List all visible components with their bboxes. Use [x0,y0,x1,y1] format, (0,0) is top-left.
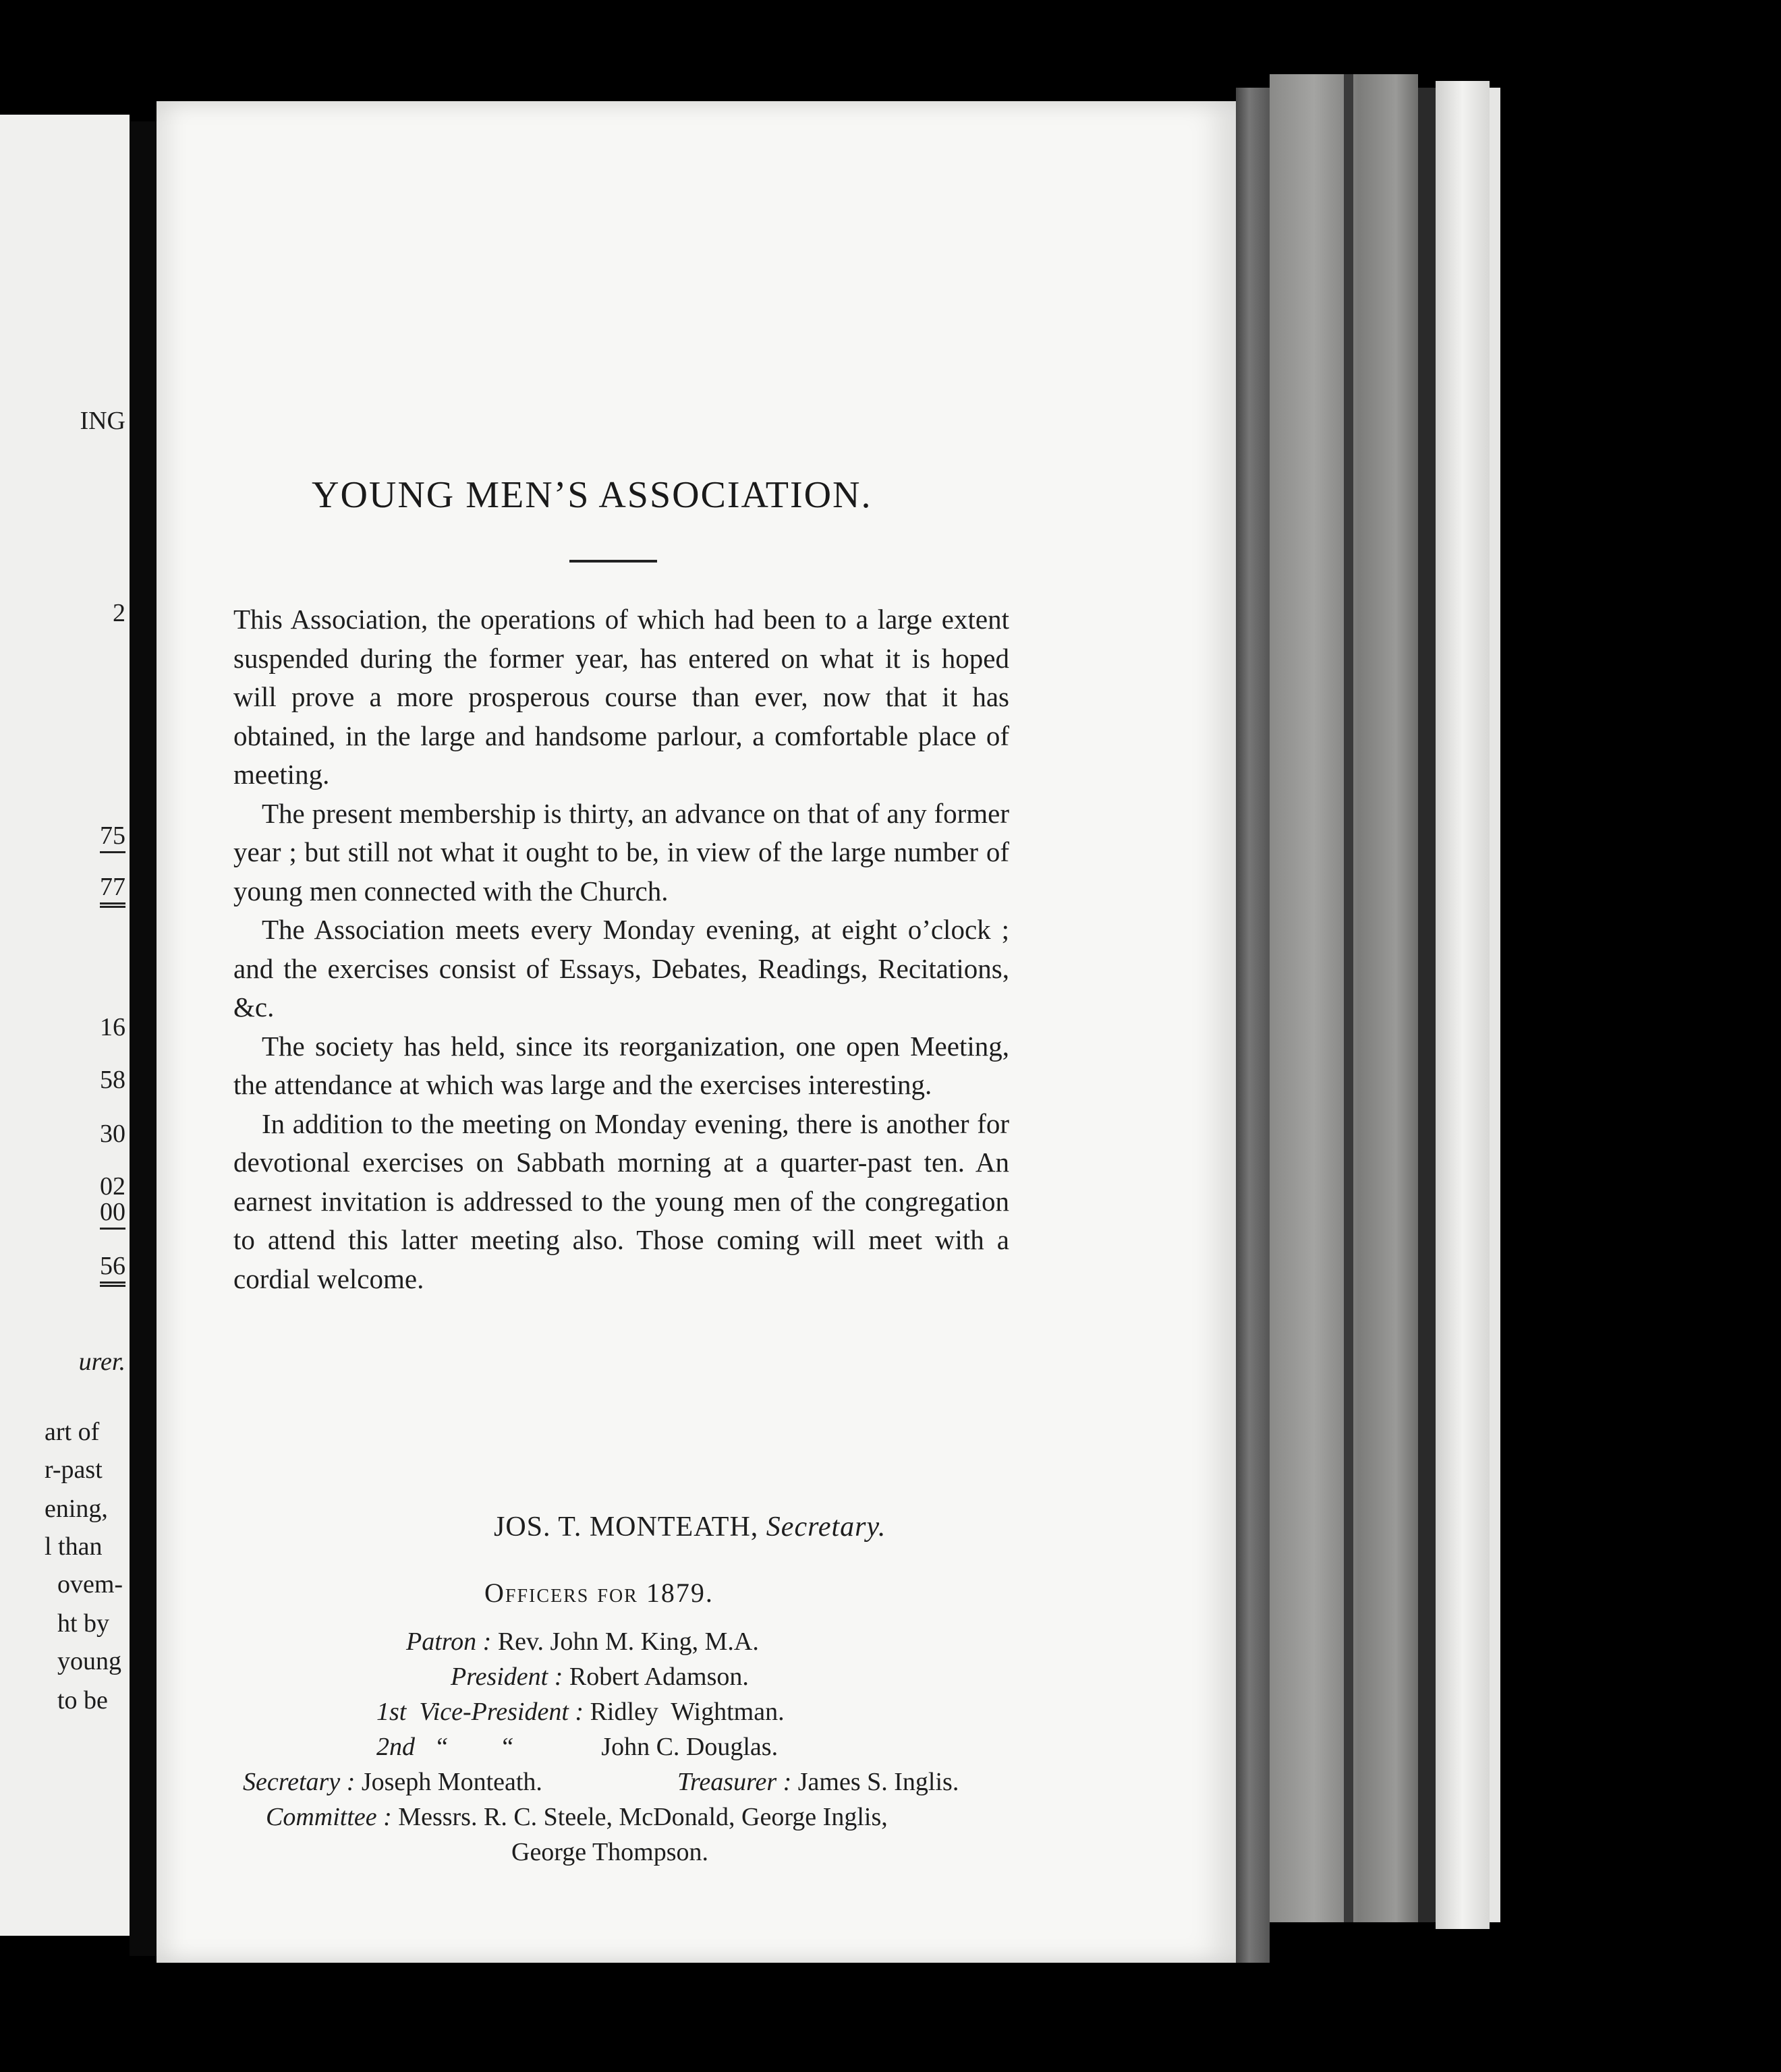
left-page-text-fragment: 00 [100,1199,125,1230]
left-page-text-fragment: 58 [100,1066,125,1094]
officer-name: George Thompson. [511,1838,709,1866]
officer-label: Patron : [406,1628,492,1656]
page-edge-shadow [1418,88,1436,1922]
officer-label: 2nd “ “ [376,1733,514,1761]
paragraph-2: The present membership is thirty, an advance on that of any former year ; but still not what it ought to be, in view of the large number of young men connected with the Church. [233,797,1009,906]
left-page-text-fragment: ening, [45,1495,108,1523]
left-facing-page [0,115,130,1936]
officer-vice-president-1 [376,1697,785,1727]
left-page-text-fragment: ovem- [57,1570,123,1599]
left-page-text-fragment: r-past [45,1456,103,1484]
officer-label: Secretary : [243,1768,356,1796]
officer-treasurer [677,1767,959,1797]
left-page-text-fragment: 30 [100,1120,125,1148]
left-page-text-fragment: to be [57,1686,108,1715]
left-page-text-fragment: young [57,1647,121,1675]
signature-role: Secretary. [766,1512,886,1543]
officer-name: Messrs. R. C. Steele, McDonald, George Inglis, [398,1803,888,1831]
officer-label: Treasurer : [677,1768,792,1796]
left-page-text-fragment: 77 [100,874,125,908]
officer-vice-president-2 [376,1732,778,1762]
left-page-text-fragment: 75 [100,823,125,853]
cover-edge [1436,81,1490,1929]
officer-name: James S. Inglis. [797,1768,959,1796]
officer-secretary [243,1767,542,1797]
officer-name: Robert Adamson. [569,1663,749,1691]
signature [494,1511,886,1543]
left-page-text-fragment: l than [45,1532,103,1561]
officer-patron [406,1627,759,1657]
left-page-text-fragment: 2 [113,599,125,627]
officer-committee-continued [511,1837,708,1867]
paragraph-4: The society has held, since its reorganization, one open Meeting, the attendance at which was large and the exercises interesting. [233,1030,1009,1100]
officer-name: Joseph Monteath. [361,1768,542,1796]
left-page-text-fragment: 02 [100,1172,125,1201]
officer-committee [266,1802,888,1832]
page-edge [1236,88,1270,1963]
paragraph-5: In addition to the meeting on Monday evening, there is another for devotional exercises on Sabbath morning at a quarter-past ten. An earnest invitation is addressed to the young men of the congregation to attend this latter meeting also. Those coming will meet with a cordial welcome. [233,1107,1009,1294]
article-body [233,600,1009,1298]
left-page-text-fragment: ht by [57,1609,110,1638]
officer-label: President : [451,1663,563,1691]
cover-edge-outer [1490,88,1500,1922]
officer-name: John C. Douglas. [601,1733,779,1761]
page-block-edge [1270,74,1418,1922]
paragraph-3: The Association meets every Monday evening, at eight o’clock ; and the exercises consist of Essays, Debates, Readings, Recitations, &c. [233,914,1009,1023]
officer-name: Rev. John M. King, M.A. [497,1628,759,1656]
paragraph-1: This Association, the operations of which had been to a large extent suspended during the former year, has entered on what it is hoped will prove a more prosperous course than ever, now that it has obtained, in the large and handsome parlour, a comfortable place of meeting. [233,604,1009,790]
officer-label: Committee : [266,1803,392,1831]
page-title: YOUNG MEN’S ASSOCIATION. [312,474,872,516]
title-rule [569,560,657,563]
book-gutter [130,121,157,1956]
left-page-text-fragment: 56 [100,1253,125,1287]
left-page-text-fragment: ING [80,407,125,435]
officers-heading: Officers for 1879. [484,1578,714,1608]
left-page-text-fragment: urer. [78,1348,125,1376]
officer-label: 1st Vice-President : [376,1698,584,1726]
signature-name: JOS. T. MONTEATH, [494,1512,759,1543]
left-page-text-fragment: art of [45,1418,100,1446]
officer-name: Ridley Wightman. [590,1698,785,1726]
main-page [157,101,1236,1963]
officer-president [451,1662,749,1692]
left-page-text-fragment: 16 [100,1013,125,1041]
